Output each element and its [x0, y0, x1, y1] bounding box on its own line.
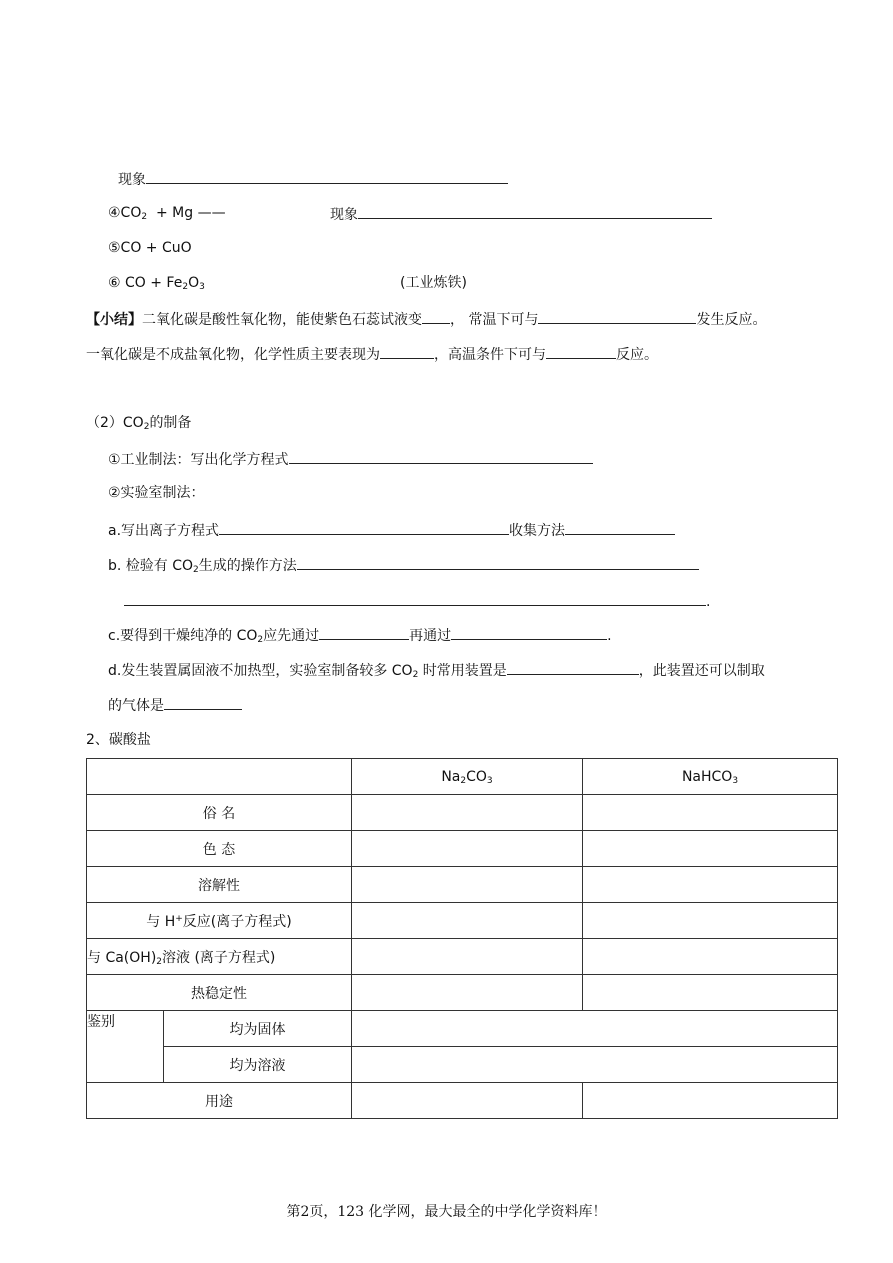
answer-blank[interactable] [565, 519, 675, 535]
row-label-both-solid: 均为固体 [164, 1011, 352, 1047]
answer-blank[interactable] [319, 624, 409, 640]
answer-cell[interactable] [352, 1083, 583, 1119]
answer-blank[interactable] [219, 519, 509, 535]
page-footer: 第2页，123 化学网，最大最全的中学化学资料库！ [286, 1204, 607, 1220]
header-na2co3: $Na_2CO_3$ [352, 759, 583, 795]
answer-cell[interactable] [583, 939, 838, 975]
row-label-uses: 用途 [87, 1083, 352, 1119]
answer-cell[interactable] [583, 1083, 838, 1119]
item-d: d.发生装置属固液不加热型，实验室制备较多 $CO_2$ 时常用装置是 ，此装置还可以制取 [108, 659, 765, 679]
answer-cell[interactable] [352, 795, 583, 831]
item-b-continuation: . [124, 590, 710, 610]
answer-blank[interactable] [289, 448, 593, 464]
row-label-solubility: 溶解性 [87, 867, 352, 903]
answer-blank[interactable] [146, 168, 508, 184]
item-d-continuation: 的气体是 [108, 694, 242, 714]
industrial-method: ①工业制法：写出化学方程式 [108, 448, 593, 468]
answer-blank[interactable] [358, 203, 712, 219]
answer-cell[interactable] [583, 867, 838, 903]
table-row [87, 975, 838, 1011]
answer-blank[interactable] [380, 343, 434, 359]
table-row [87, 1047, 838, 1083]
carbonates-title: 2、碳酸盐 [86, 732, 151, 748]
answer-cell[interactable] [352, 975, 583, 1011]
answer-cell[interactable] [352, 831, 583, 867]
answer-blank[interactable] [546, 343, 616, 359]
table-row [87, 939, 838, 975]
item-a: a.写出离子方程式 收集方法 [108, 519, 675, 539]
row-label-common-name: 俗 名 [87, 795, 352, 831]
row-label-acid-reaction: 与 H+反应(离子方程式) [87, 903, 352, 939]
item-c: c.要得到干燥纯净的 $CO_2$应先通过 再通过 . [108, 624, 612, 644]
table-row [87, 867, 838, 903]
row-label-color-state: 色 态 [87, 831, 352, 867]
summary-bracket: 【小结】 [86, 312, 142, 328]
reaction-4-line [108, 203, 226, 223]
answer-blank[interactable] [507, 659, 639, 675]
answer-blank[interactable] [538, 308, 696, 324]
answer-blank[interactable] [451, 624, 607, 640]
answer-cell[interactable] [352, 903, 583, 939]
answer-cell[interactable] [352, 1011, 838, 1047]
header-nahco3: NaHCO$_3$ [583, 759, 838, 795]
summary-line-2: 一氧化碳是不成盐氧化物，化学性质主要表现为 ，高温条件下可与 反应。 [86, 343, 658, 363]
summary-line-1: 【小结】二氧化碳是酸性氧化物，能使紫色石蕊试液变 ， 常温下可与 发生反应。 [86, 308, 766, 328]
answer-cell[interactable] [583, 903, 838, 939]
carbonate-comparison-table [86, 758, 838, 1119]
item-b: b. 检验有 $CO_2$生成的操作方法 [108, 554, 699, 574]
section-2-title: $(2)CO_2$的制备 [86, 415, 192, 432]
phenomenon-label: 现象 [330, 207, 358, 223]
row-label-thermal-stability: 热稳定性 [87, 975, 352, 1011]
answer-blank[interactable] [124, 590, 706, 606]
answer-cell[interactable] [352, 867, 583, 903]
row-label-identification: 鉴别 [87, 1011, 164, 1083]
answer-cell[interactable] [583, 975, 838, 1011]
answer-blank[interactable] [164, 694, 242, 710]
phenomenon-line-2 [330, 203, 712, 223]
row-label-caoh2-reaction: 与 $Ca(OH)_2$溶液 (离子方程式) [87, 939, 352, 975]
lab-method: ②实验室制法： [108, 485, 205, 501]
answer-cell[interactable] [352, 939, 583, 975]
header-empty-cell [87, 759, 352, 795]
answer-blank[interactable] [422, 308, 450, 324]
answer-cell[interactable] [352, 1047, 838, 1083]
table-row [87, 1083, 838, 1119]
table-row [87, 831, 838, 867]
reaction-6: ⑥ CO + $Fe_2O_3$ [108, 275, 205, 292]
table-row [87, 903, 838, 939]
answer-cell[interactable] [583, 831, 838, 867]
row-label-both-solution: 均为溶液 [164, 1047, 352, 1083]
reaction-4: $④CO_2 + Mg$ —— [108, 205, 226, 222]
reaction-5: ⑤CO + CuO [108, 240, 192, 256]
table-row [87, 1011, 838, 1047]
answer-cell[interactable] [583, 795, 838, 831]
phenomenon-line-1 [118, 168, 508, 188]
table-row [87, 795, 838, 831]
table-row [87, 759, 838, 795]
phenomenon-label: 现象 [118, 172, 146, 188]
industrial-iron-note: (工业炼铁) [400, 275, 467, 291]
answer-blank[interactable] [297, 554, 699, 570]
